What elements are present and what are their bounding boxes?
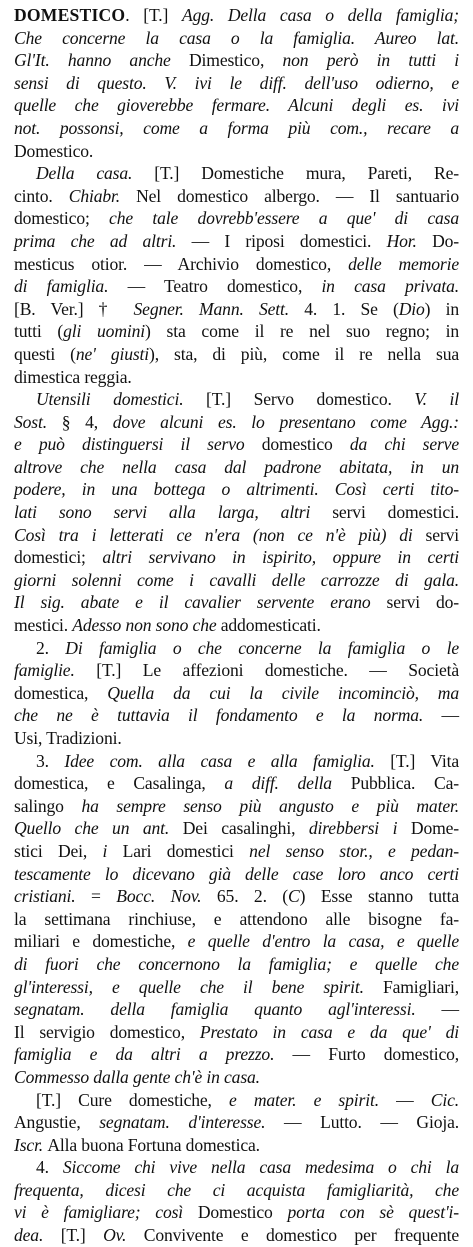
text-segment: — Lutto. — Gioja. (284, 1112, 459, 1133)
text-segment: segnatam. della famiglia quanto agl'interessi. (14, 999, 442, 1020)
text-line (14, 433, 459, 456)
text-line (14, 908, 459, 931)
text-line (14, 1111, 459, 1134)
text-segment: ha sempre senso più angusto e più mater. (81, 795, 459, 816)
text-segment: Domestico (197, 1202, 288, 1223)
text-line (14, 863, 459, 886)
text-line (14, 366, 459, 389)
text-line (14, 456, 459, 479)
text-segment: Dome- (410, 818, 459, 839)
text-segment: Angustie, (14, 1112, 100, 1133)
text-line (14, 682, 459, 705)
text-line (14, 275, 459, 298)
text-segment: 4. 1. Se ( (304, 298, 399, 319)
text-segment: e mater. e spirit. (228, 1089, 397, 1110)
text-segment: mesticus otior. — Archivio domestico, (14, 253, 349, 274)
text-segment: ) in (424, 298, 459, 319)
text-segment: [T.] (60, 1225, 104, 1246)
text-segment: Nel domestico albergo. — Il santuario (136, 185, 459, 206)
text-segment: podere, in una bottega o altrimenti. Così certi tito- (14, 479, 459, 500)
text-line (14, 253, 459, 276)
text-line (14, 1066, 459, 1089)
text-segment: Do- (432, 230, 460, 251)
text-segment: tutti ( (14, 321, 64, 342)
text-segment: domestico (261, 434, 350, 455)
text-segment: 65. 2. ( (216, 886, 289, 907)
text-line (14, 501, 459, 524)
text-segment: segnatam. d'interesse. (99, 1112, 285, 1133)
text-segment: tescamente lo dicevano già delle case loro anco certi (14, 863, 459, 884)
text-segment: Utensili domestici. (36, 389, 207, 410)
text-segment: Alla buona Fortuna domestica. (47, 1134, 260, 1155)
text-line (14, 27, 459, 50)
text-segment: famiglie. (14, 660, 97, 681)
text-segment: . [T.] (125, 5, 182, 25)
text-segment: Chiabr. (68, 185, 137, 206)
text-segment: servi (425, 524, 459, 545)
text-line (14, 1224, 459, 1247)
text-segment: — (396, 1089, 431, 1110)
text-segment: di famiglia. (14, 276, 128, 297)
text-segment: e quelle d'entro la casa, e quelle (187, 931, 459, 952)
text-segment: porta con sè quest'i- (287, 1202, 459, 1223)
text-segment: vi è famigliare; così (14, 1202, 198, 1223)
text-line (14, 1179, 459, 1202)
text-segment: Famigliari, (382, 976, 459, 997)
text-segment: Ov. (103, 1225, 144, 1246)
text-segment: altri servivano in ispirito, oppure in certi (102, 547, 459, 568)
text-segment: — (441, 705, 459, 726)
text-segment: delle memorie (348, 253, 459, 274)
text-segment: — Teatro domestico, (127, 276, 322, 297)
text-segment: Così tra i letterati ce n'era (non ce n'è più) di (14, 524, 426, 545)
text-segment: Bocc. Nov. (116, 886, 217, 907)
text-segment: prima che ad altri. (14, 230, 192, 251)
text-segment: 4. (36, 1157, 63, 1178)
text-line (14, 298, 459, 321)
dictionary-entry-domestico (14, 4, 459, 1247)
text-segment: not. possonsi, come a forma più com., recare a (14, 117, 459, 138)
text-line (14, 795, 459, 818)
text-segment: domestica, e Casalinga, (14, 773, 225, 794)
text-segment: frequenta, dicesi che ci acquista famigliarità, che (14, 1179, 459, 1200)
text-segment: gl'interessi, e quelle che il bene spirit. (14, 976, 383, 997)
text-line (14, 750, 459, 773)
text-line (14, 704, 459, 727)
text-segment: altrove che nella casa dal padrone abitata, in un (14, 456, 459, 477)
text-line (14, 953, 459, 976)
text-segment: stici Dei, (14, 840, 103, 861)
text-segment: Agg. Della casa o della famiglia; (181, 5, 459, 25)
text-segment: cristiani. (14, 886, 92, 907)
text-line (14, 840, 459, 863)
text-segment: addomesticati. (220, 615, 321, 636)
text-segment: servi do- (386, 592, 459, 613)
text-segment: questi ( (14, 343, 76, 364)
text-line (14, 1201, 459, 1224)
text-line (14, 230, 459, 253)
text-line (14, 546, 459, 569)
text-line (14, 885, 459, 908)
text-segment: direbbersi i (308, 818, 411, 839)
text-segment: Che concerne la casa o la famiglia. Aureo lat. (14, 27, 459, 48)
text-segment: domestico; (14, 208, 110, 229)
text-line (14, 411, 459, 434)
text-segment: ), sta, di più, come il re nella sua (149, 343, 459, 364)
text-segment: nel senso stor., e pedan- (249, 840, 459, 861)
text-line (14, 998, 459, 1021)
text-line (14, 117, 459, 140)
text-segment: 2. (36, 637, 66, 658)
text-line (14, 524, 459, 547)
text-segment: dimestica reggia. (14, 366, 132, 387)
text-segment: dea. (14, 1225, 61, 1246)
text-segment: non però in tutti i (282, 50, 459, 71)
text-line (14, 72, 459, 95)
text-line (14, 1043, 459, 1066)
text-segment: Idee com. alla casa e alla famiglia. (64, 750, 391, 771)
text-segment: [T.] Servo domestico. (206, 389, 415, 410)
text-segment: Pubblica. Ca- (350, 773, 459, 794)
headword: DOMESTICO (14, 5, 126, 25)
text-segment: = (91, 886, 117, 907)
text-line (14, 591, 459, 614)
text-segment: [T.] Vita (390, 750, 459, 771)
text-line (14, 207, 459, 230)
text-segment: che ne è tuttavia il fondamento e la norma. (14, 705, 442, 726)
text-segment: a diff. della (224, 773, 351, 794)
text-segment: gli uomini (63, 321, 146, 342)
text-segment: Adesso non sono che (72, 615, 221, 636)
text-line (14, 49, 459, 72)
text-segment: lati sono servi alla larga, altri (14, 502, 333, 523)
text-segment: la settimana rinchiuse, e attendono alle bisogne fa- (14, 908, 459, 929)
text-segment: Gl'It. hanno anche (14, 50, 189, 71)
text-line (14, 1089, 459, 1112)
text-segment: [T.] Le affezioni domestiche. — Società (96, 660, 459, 681)
text-segment: Della casa. (36, 163, 155, 184)
text-segment: servi domestici. (332, 502, 459, 523)
text-segment: ) sta come il re nel suo regno; in (145, 321, 459, 342)
text-segment: Domestico. (14, 140, 94, 161)
text-line (14, 343, 459, 366)
text-segment: domestica, (14, 682, 108, 703)
text-segment: ne' giusti (75, 343, 150, 364)
text-segment: [B. Ver.] † (14, 298, 134, 319)
text-segment: famiglia e da altri a prezzo. (14, 1044, 293, 1065)
text-segment: mestici. (14, 615, 73, 636)
text-line (14, 162, 459, 185)
text-line (14, 817, 459, 840)
text-segment: cinto. (14, 185, 69, 206)
text-segment: i (102, 840, 123, 861)
text-segment: ) Esse stanno tutta (299, 886, 459, 907)
text-segment: Siccome chi vive nella casa medesima o chi la (62, 1157, 459, 1178)
text-segment: Cic. (430, 1089, 459, 1110)
text-segment: Il sig. abate e il cavalier servente erano (14, 592, 387, 613)
text-line (14, 320, 459, 343)
text-segment: Iscr. (14, 1134, 48, 1155)
text-line (14, 1021, 459, 1044)
text-segment: Quella da cui la civile incominciò, ma (107, 682, 460, 703)
text-line (14, 94, 459, 117)
text-segment: Sost. (14, 411, 62, 432)
text-segment: V. il (414, 389, 459, 410)
text-segment: 3. (36, 750, 65, 771)
text-line (14, 4, 459, 27)
text-segment: Hor. (386, 230, 433, 251)
text-segment: dove alcuni es. lo presentano come Agg.: (112, 411, 460, 432)
text-line (14, 614, 459, 637)
text-segment: sensi di questo. V. ivi le diff. dell'uso odierno, e (14, 72, 459, 93)
text-segment: Il servigio domestico, (14, 1021, 200, 1042)
text-segment: in casa privata. (321, 276, 459, 297)
text-segment: Segner. Mann. Sett. (133, 298, 305, 319)
text-segment: Dimestico, (188, 50, 283, 71)
text-segment: salingo (14, 795, 82, 816)
text-line (14, 772, 459, 795)
text-segment: da chi serve (349, 434, 459, 455)
text-segment: Quello che un ant. (14, 818, 183, 839)
text-segment: di fuori che concernono la famiglia; e quelle che (14, 953, 459, 974)
text-segment: — Furto domestico, (292, 1044, 459, 1065)
text-segment: [T.] Domestiche mura, Pareti, Re- (154, 163, 459, 184)
text-segment: Di famiglia o che concerne la famiglia o le (65, 637, 459, 658)
text-line (14, 637, 459, 660)
text-segment: — I riposi domestici. (191, 230, 387, 251)
text-segment: Usi, Tradizioni. (14, 728, 122, 748)
text-segment: miliari e domestiche, (14, 931, 188, 952)
text-line (14, 1156, 459, 1179)
text-segment: quelle che gioverebbe fermare. Alcuni degli es. ivi (14, 95, 459, 116)
text-line (14, 930, 459, 953)
text-line (14, 569, 459, 592)
text-line (14, 388, 459, 411)
text-segment: Dei casalinghi, (182, 818, 309, 839)
text-line (14, 1134, 459, 1157)
text-segment: Dio (398, 298, 425, 319)
text-segment: Lari domestici (122, 840, 250, 861)
text-segment: [T.] Cure domestiche, (36, 1089, 229, 1110)
text-line (14, 185, 459, 208)
text-line (14, 727, 459, 750)
text-segment: C (288, 886, 300, 907)
text-segment: Commesso dalla gente ch'è in casa. (14, 1066, 260, 1087)
text-segment: § 4, (61, 411, 113, 432)
text-segment: che tale dovrebb'essere a que' di casa (109, 208, 460, 229)
text-segment: domestici; (14, 547, 103, 568)
text-segment: giorni solenni come i cavalli delle carrozze di gala. (14, 569, 459, 590)
text-line (14, 140, 459, 163)
text-line (14, 478, 459, 501)
text-line (14, 659, 459, 682)
text-segment: Prestato in casa e da que' di (199, 1021, 459, 1042)
text-segment: — (441, 999, 459, 1020)
text-segment: Convivente e domestico per frequente (143, 1225, 459, 1246)
text-segment: e può distinguersi il servo (14, 434, 262, 455)
text-line (14, 976, 459, 999)
